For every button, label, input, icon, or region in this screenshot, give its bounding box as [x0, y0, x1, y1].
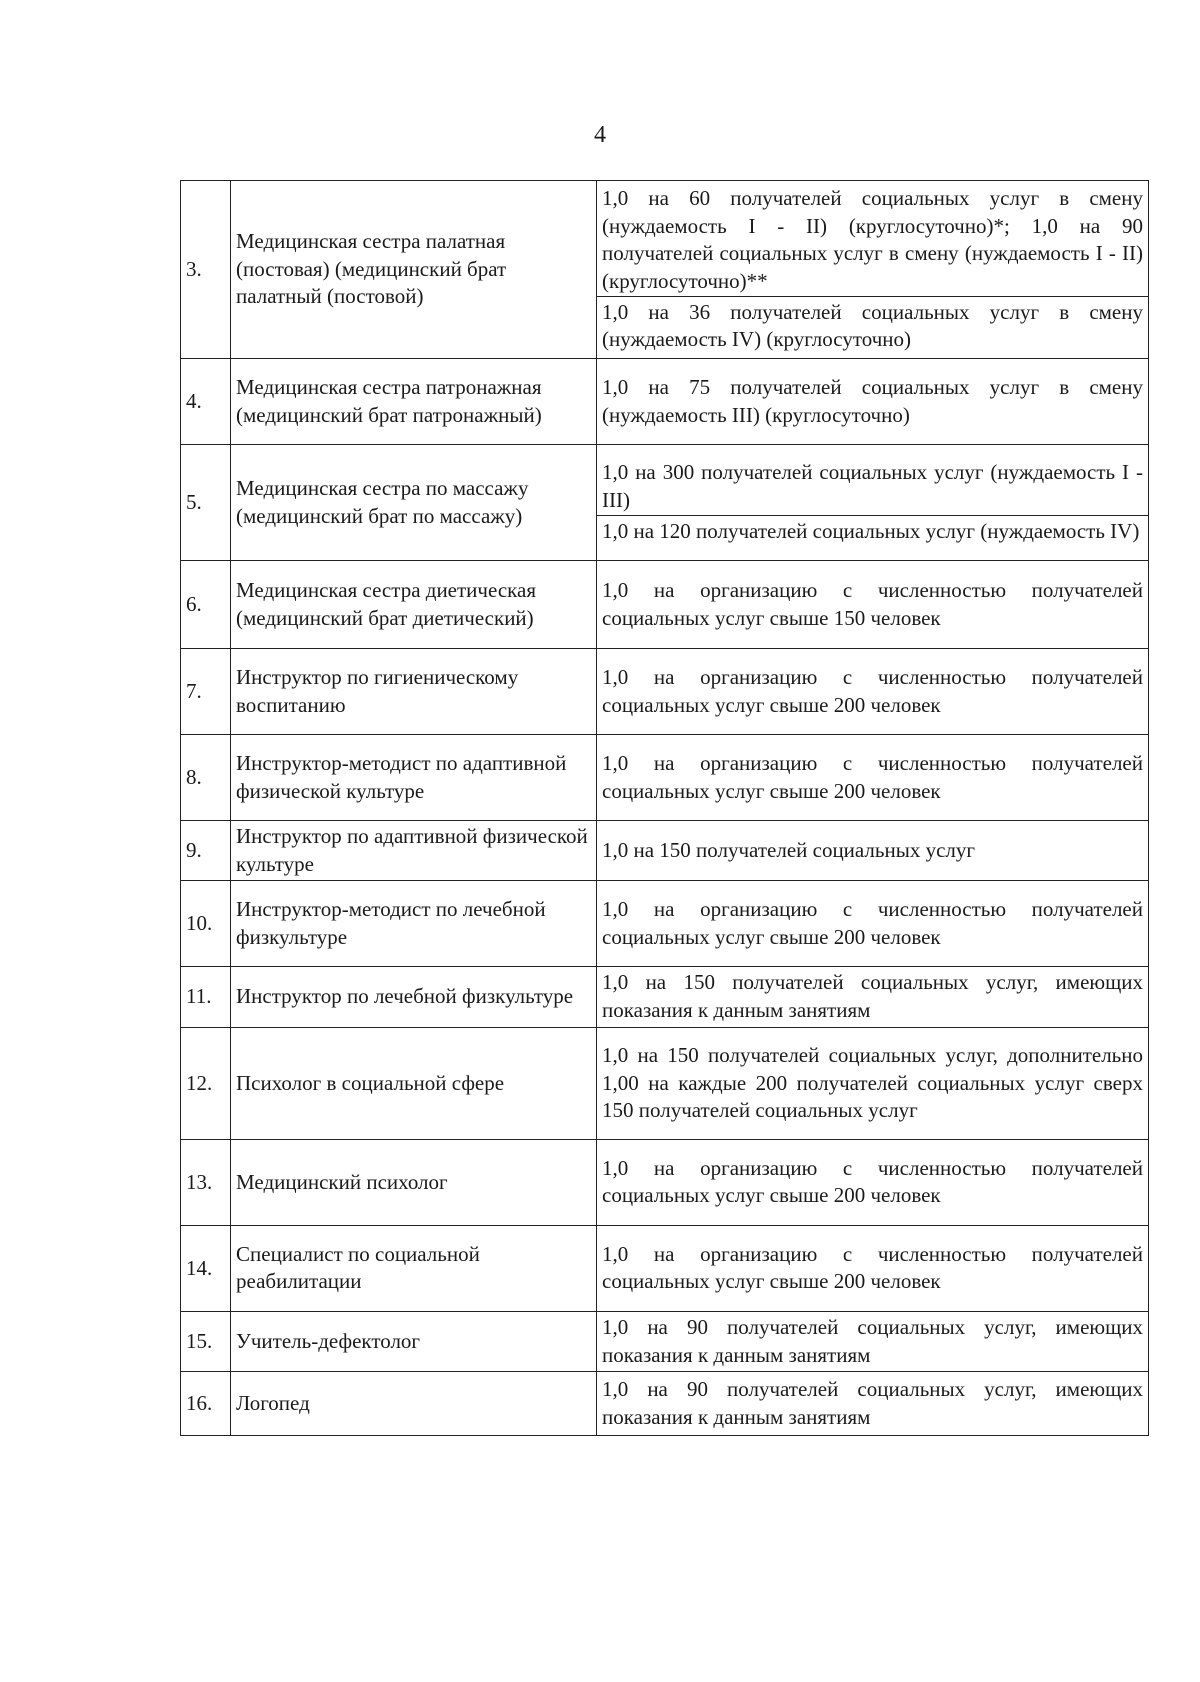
position-title: Инструктор по гигиеническому воспитанию	[231, 649, 597, 735]
staffing-norm	[597, 1139, 1149, 1225]
page-number: 4	[594, 122, 606, 148]
norm-text: 1,0 на организацию с численностью получателей социальных услуг свыше 200 человек	[602, 664, 1143, 717]
position-title: Инструктор-методист по адаптивной физической культуре	[231, 735, 597, 821]
norm-text: 1,0 на организацию с численностью получателей социальных услуг свыше 200 человек	[602, 897, 1143, 949]
norm-text: 1,0 на организацию с численностью получателей социальных услуг свыше 200 человек	[602, 1155, 1143, 1208]
position-title: Медицинский психолог	[231, 1139, 597, 1225]
table-row	[181, 1311, 1149, 1371]
staffing-norm	[597, 1027, 1149, 1139]
staffing-norm	[597, 1372, 1149, 1436]
norm-text: 1,0 на 36 получателей социальных услуг в смену (нуждаемость IV) (круглосуточно)	[596, 296, 1149, 354]
staffing-norm	[597, 181, 1149, 359]
table-row	[181, 967, 1149, 1027]
table-row	[181, 359, 1149, 445]
norm-text: 1,0 на 150 получателей социальных услуг, дополнительно 1,00 на каждые 200 получателей социальных услуг сверх 150 получателей социальных услуг	[602, 1042, 1143, 1123]
staffing-norm	[597, 735, 1149, 821]
position-title: Инструктор-методист по лечебной физкультуре	[231, 881, 597, 967]
row-number: 3.	[181, 181, 231, 359]
row-number: 14.	[181, 1225, 231, 1311]
norm-text: 1,0 на организацию с численностью получателей социальных услуг свыше 150 человек	[602, 577, 1143, 630]
row-number: 6.	[181, 561, 231, 649]
table-row	[181, 561, 1149, 649]
row-number: 11.	[181, 967, 231, 1027]
row-number: 12.	[181, 1027, 231, 1139]
position-title: Медицинская сестра патронажная (медицинский брат патронажный)	[231, 359, 597, 445]
table-row	[181, 735, 1149, 821]
row-number: 9.	[181, 821, 231, 881]
table-row	[181, 181, 1149, 359]
position-title: Медицинская сестра палатная (постовая) (медицинский брат палатный (постовой)	[231, 181, 597, 359]
norm-text: 1,0 на 75 получателей социальных услуг в смену (нуждаемость III) (круглосуточно)	[602, 374, 1143, 427]
position-title: Инструктор по адаптивной физической культуре	[231, 821, 597, 881]
position-title: Медицинская сестра по массажу (медицинский брат по массажу)	[231, 445, 597, 561]
row-number: 16.	[181, 1372, 231, 1436]
staffing-norm	[597, 821, 1149, 881]
norm-text: 1,0 на 60 получателей социальных услуг в смену (нуждаемость I - II) (круглосуточно)*; 1,0 на 90 получателей социальных услуг в смену (нуждаемость I - II) (круглосуточно)**	[602, 185, 1143, 293]
staffing-norm	[597, 561, 1149, 649]
table-row	[181, 1372, 1149, 1436]
norm-text: 1,0 на 90 получателей социальных услуг, имеющих показания к данным занятиям	[602, 1314, 1143, 1367]
row-number: 13.	[181, 1139, 231, 1225]
norm-text: 1,0 на организацию с численностью получателей социальных услуг свыше 200 человек	[602, 1241, 1143, 1294]
staffing-norm	[597, 967, 1149, 1027]
position-title: Специалист по социальной реабилитации	[231, 1225, 597, 1311]
row-number: 10.	[181, 881, 231, 967]
position-title: Инструктор по лечебной физкультуре	[231, 967, 597, 1027]
norm-text: 1,0 на 300 получателей социальных услуг (нуждаемость I - III)	[602, 460, 1143, 513]
row-number: 4.	[181, 359, 231, 445]
norm-text: 1,0 на 120 получателей социальных услуг (нуждаемость IV)	[596, 515, 1149, 546]
staffing-norm	[597, 1225, 1149, 1311]
table-row	[181, 821, 1149, 881]
staffing-norms-table	[180, 180, 1149, 1436]
position-title: Учитель-дефектолог	[231, 1311, 597, 1371]
row-number: 15.	[181, 1311, 231, 1371]
row-number: 5.	[181, 445, 231, 561]
staffing-norm	[597, 881, 1149, 967]
table-row	[181, 445, 1149, 561]
norm-text: 1,0 на 150 получателей социальных услуг, имеющих показания к данным занятиям	[602, 970, 1143, 1023]
norm-text: 1,0 на организацию с численностью получателей социальных услуг свыше 200 человек	[602, 750, 1143, 803]
norm-text: 1,0 на 90 получателей социальных услуг, имеющих показания к данным занятиям	[602, 1377, 1143, 1429]
row-number: 8.	[181, 735, 231, 821]
table-row	[181, 1139, 1149, 1225]
staffing-norm	[597, 445, 1149, 561]
norm-text: 1,0 на 150 получателей социальных услуг	[602, 837, 975, 862]
staffing-norm	[597, 359, 1149, 445]
staffing-norm	[597, 1311, 1149, 1371]
table-row	[181, 649, 1149, 735]
staffing-norm	[597, 649, 1149, 735]
table-body	[181, 181, 1149, 1436]
position-title: Психолог в социальной сфере	[231, 1027, 597, 1139]
table-row	[181, 1027, 1149, 1139]
row-number: 7.	[181, 649, 231, 735]
table-row	[181, 1225, 1149, 1311]
position-title: Медицинская сестра диетическая (медицинский брат диетический)	[231, 561, 597, 649]
table-row	[181, 881, 1149, 967]
position-title: Логопед	[231, 1372, 597, 1436]
